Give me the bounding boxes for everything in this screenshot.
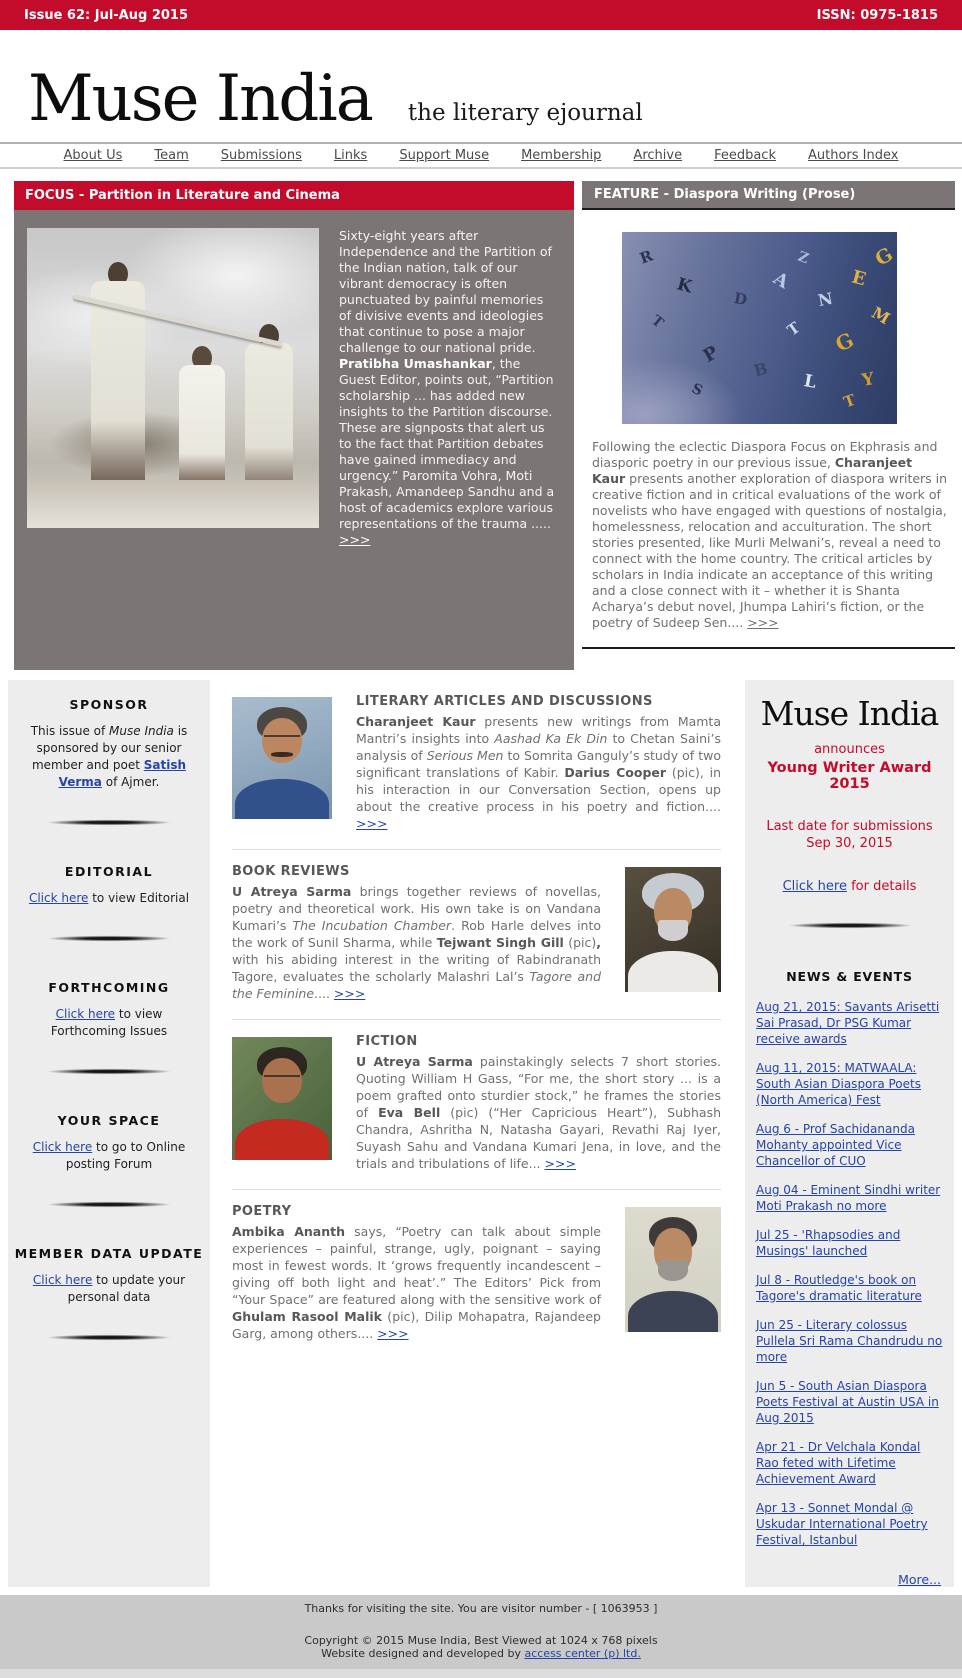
sponsor-text [21, 723, 197, 791]
text-segment: presents another exploration of diaspora writers in creative fiction and in critical evaluations of the work of novelists who have engaged with questions of nostalgia, homelessness, relocation and acculturation. The short stories presented, like Murli Melwani’s, reveal a need to connect with the home country. The critical articles by scholars in India indicate an acceptance of this writing and a close connect with it – whether it is Shanta Acharya’s debut novel, Jhumpa Lahiri’s fiction, or the poetry of Sudeep Sen.... [592, 471, 948, 630]
section-paragraph [356, 714, 721, 831]
news-link[interactable]: Aug 6 - Prof Sachidananda Mohanty appointed Vice Chancellor of CUO [756, 1122, 915, 1168]
editorial-text [21, 890, 197, 907]
news-link[interactable]: Aug 11, 2015: MATWAALA: South Asian Diaspora Poets (North America) Fest [756, 1061, 921, 1107]
section-poetry [232, 1189, 721, 1359]
letter-glyph: T [783, 318, 804, 340]
award-details-line [745, 879, 954, 894]
news-link[interactable]: Apr 13 - Sonnet Mondal @ Uskudar International Poetry Festival, Istanbul [756, 1501, 928, 1547]
text-segment: Pratibha Umashankar [339, 356, 492, 371]
nav-item[interactable]: Archive [633, 148, 683, 163]
darius-cooper-photo [232, 697, 332, 819]
photo-ground-shape [27, 480, 319, 528]
footer-band [0, 1595, 962, 1669]
announces-label: announces [814, 742, 885, 757]
credit-line [0, 1647, 962, 1660]
letter-glyph: Z [795, 248, 811, 268]
text-segment: , the Guest Editor, points out, “Partition scholarship ... has added new insights to the Partition discourse. These are signposts that alert us to the fact that Partition debates have gained immediacy and urgency.” Paromita Vohra, Moti Prakash, Amandeep Sandhu and a host of academics explore various representations of the trauma ..... [339, 356, 555, 531]
nav-item[interactable]: Support Muse [399, 148, 490, 163]
focus-text [339, 228, 555, 670]
partition-photo [27, 228, 319, 528]
letter-glyph: T [841, 390, 858, 412]
nav-item[interactable]: Membership [521, 148, 602, 163]
portrait-beard [658, 1260, 689, 1281]
portrait-glasses [264, 1075, 300, 1084]
news-link[interactable]: Jul 8 - Routledge's book on Tagore's dramatic literature [756, 1273, 922, 1303]
section-title: BOOK REVIEWS [232, 864, 350, 879]
main-row [0, 680, 962, 1587]
letter-glyph: D [732, 289, 749, 309]
inline-link[interactable]: >>> [377, 1326, 409, 1341]
letter-glyph: P [699, 342, 722, 367]
text-segment: Website designed and developed by [321, 1647, 525, 1660]
news-events-title: NEWS & EVENTS [786, 969, 913, 984]
right-sidebar [745, 680, 954, 1587]
letter-glyph: E [849, 266, 869, 291]
text-segment: for details [846, 879, 917, 894]
text-segment: Following the eclectic Diaspora Focus on Ekphrasis and diasporic poetry in our previous issue, [592, 439, 938, 470]
letter-glyph: M [868, 302, 894, 329]
news-link[interactable]: Jun 25 - Literary colossus Pullela Sri Rama Chandrudu no more [756, 1318, 943, 1364]
inline-link[interactable]: >>> [339, 532, 371, 547]
portrait-suit [628, 1291, 718, 1332]
text-segment: Ghulam Rasool Malik [232, 1309, 382, 1324]
section-text [356, 693, 721, 832]
focus-panel [14, 210, 574, 670]
letter-glyph: B [751, 358, 770, 381]
news-link[interactable]: Aug 21, 2015: Savants Arisetti Sai Prasad, Dr PSG Kumar receive awards [756, 1000, 940, 1046]
text-segment: painstakingly selects 7 short stories. Quoting William H Gass, “For me, the short story ... is a poem grafted onto sturdier stock,” he frames the stories of [356, 1054, 722, 1120]
young-writer-award-label: Young Writer Award 2015 [767, 760, 932, 792]
text-segment: to Somrita Ganguly’s study of two significant translations of Kabir. [356, 748, 721, 780]
nav-item[interactable]: Submissions [220, 148, 302, 163]
news-list [745, 999, 954, 1548]
letter-glyph: Y [860, 369, 876, 391]
letter-glyph: K [674, 274, 695, 298]
text-segment: Muse India [109, 724, 174, 738]
text-segment: Tejwant Singh Gill [436, 935, 564, 950]
nav-item[interactable]: Links [333, 148, 368, 163]
text-segment: Tagore and the Feminine [232, 969, 602, 1001]
issn-label: ISSN: 0975-1815 [816, 7, 938, 23]
inline-link[interactable]: access center (p) ltd. [524, 1647, 641, 1660]
more-news-link[interactable]: More... [898, 1572, 941, 1587]
inline-link[interactable]: Click here [782, 879, 847, 894]
portrait-glasses [264, 735, 300, 744]
letter-glyph: N [816, 288, 835, 311]
nav-item[interactable]: Team [154, 148, 189, 163]
tejwant-singh-gill-photo [625, 867, 721, 992]
text-segment: Aashad Ka Ek Din [494, 731, 608, 746]
news-link[interactable]: Aug 04 - Eminent Sindhi writer Moti Prakash no more [756, 1183, 941, 1213]
news-link[interactable]: Jul 25 - 'Rhapsodies and Musings' launched [756, 1228, 901, 1258]
portrait-shirt [235, 779, 329, 819]
section-title: FICTION [356, 1034, 418, 1049]
portrait-beard [658, 920, 689, 941]
sidebar-divider [25, 1201, 193, 1208]
text-segment: of Ajmer. [101, 775, 160, 789]
feature-body [582, 232, 955, 647]
nav-item[interactable]: About Us [63, 148, 123, 163]
forthcoming-text [21, 1006, 197, 1040]
nav-item[interactable]: Feedback [714, 148, 776, 163]
inline-link[interactable]: >>> [747, 615, 779, 630]
inline-link[interactable]: Click here [55, 1007, 116, 1021]
feature-section [582, 181, 955, 649]
top-content-row [0, 169, 962, 670]
section-text [232, 1203, 601, 1342]
sidebar-divider [766, 922, 934, 929]
text-segment: to view Forthcoming Issues [50, 1007, 168, 1038]
text-segment: (pic), Dilip Mohapatra, Rajandeep Garg, among others.... [232, 1309, 601, 1341]
feature-text [592, 439, 949, 631]
sidebar-divider [25, 1068, 193, 1075]
your-space-title: YOUR SPACE [57, 1113, 161, 1128]
text-segment: brings together reviews of novellas, poetry and theoretical work. His own take is on Vandana Kumari’s [232, 884, 602, 933]
text-segment: (pic) (“Her Capricious Heart”), Subhash Chandra, Ashritha N, Natasha Gayari, Revathi Raj Iyer, Suyash Sahu and Vandana Kumari Jena, in love, and the trials and tribulations of life... [356, 1105, 721, 1171]
award-brand: Muse India [760, 694, 939, 733]
text-segment: U Atreya Sarma [356, 1054, 473, 1069]
site-logo[interactable]: Muse India [28, 62, 372, 137]
section-paragraph [232, 884, 601, 1001]
center-column [210, 680, 745, 1587]
sidebar-divider [25, 935, 193, 942]
text-segment: The Incubation Chamber [292, 918, 452, 933]
section-title: LITERARY ARTICLES AND DISCUSSIONS [356, 694, 653, 709]
section-title: POETRY [232, 1204, 292, 1219]
text-segment: is sponsored by our senior member and poet [31, 724, 188, 772]
portrait-shirt [235, 1119, 329, 1160]
text-segment: Ambika Ananth [232, 1224, 345, 1239]
text-segment: presents new writings from Mamta Mantri’s insights into [356, 714, 721, 746]
your-space-text [21, 1139, 197, 1173]
section-fiction [232, 1019, 721, 1189]
news-link[interactable]: Jun 5 - South Asian Diaspora Poets Festival at Austin USA in Aug 2015 [756, 1379, 939, 1425]
site-tagline: the literary ejournal [407, 100, 643, 126]
text-segment: (pic), in his interaction in our Conversation Section, opens up about the creative process in his poetry and fiction.... [356, 765, 721, 814]
footer [0, 1595, 962, 1678]
photo-figure-head [108, 262, 128, 286]
text-segment: says, “Poetry can talk about simple experiences – painful, strange, ugly, poignant – saying most in fewest words. It ‘grows frequently incandescent – giving off both light and heat’.” The Editors’ Pick from “Your Space” are featured along with the sensitive work of [232, 1224, 601, 1307]
text-segment: This issue of [30, 724, 110, 738]
photo-figure [179, 346, 225, 492]
portrait-shirt [628, 951, 718, 992]
feature-header: FEATURE - Diaspora Writing (Prose) [582, 181, 955, 210]
text-segment: Sixty-eight years after Independence and the Partition of the Indian nation, talk of our vibrant democracy is often punctuated by painful memories of divisive events and ideologies that continue to pose a major challenge to our national pride. [339, 228, 552, 355]
text-segment: to update your personal data [67, 1273, 186, 1304]
text-segment: Charanjeet Kaur [592, 455, 913, 486]
text-segment: Charanjeet Kaur [356, 714, 476, 729]
portrait-mustache [271, 752, 293, 757]
text-segment: .... [314, 986, 334, 1001]
news-link[interactable]: Apr 21 - Dr Velchala Kondal Rao feted with Lifetime Achievement Award [756, 1440, 921, 1486]
inline-link[interactable]: Click here [32, 1273, 93, 1287]
section-text [232, 863, 601, 1002]
inline-link[interactable]: >>> [333, 986, 366, 1001]
focus-header: FOCUS - Partition in Literature and Cinema [14, 181, 574, 210]
photo-figure-head [192, 346, 212, 370]
text-segment: Darius Cooper [564, 765, 667, 780]
text-segment: Serious Men [426, 748, 504, 763]
deadline-line2: Sep 30, 2015 [806, 836, 893, 851]
letter-glyph: S [689, 380, 706, 400]
text-segment: . Rob Harle delves into the work of Sunil Sharma, while [232, 918, 602, 950]
inline-link[interactable]: Click here [32, 1140, 93, 1154]
inline-link[interactable]: Click here [28, 891, 89, 905]
main-nav [0, 142, 962, 169]
focus-section [14, 181, 574, 670]
letter-glyph: L [802, 371, 818, 393]
section-literary-articles [232, 680, 721, 849]
text-segment: , [596, 935, 602, 950]
left-sidebar [8, 680, 210, 1587]
text-segment: U Atreya Sarma [232, 884, 352, 899]
ghulam-rasool-malik-photo [625, 1207, 721, 1332]
visitor-counter: Thanks for visiting the site. You are visitor number - [ 1063953 ] [304, 1602, 658, 1615]
text-segment: (pic) [563, 935, 597, 950]
sponsor-title: SPONSOR [69, 697, 149, 712]
text-segment: to view Editorial [88, 891, 190, 905]
letter-glyph: T [648, 312, 667, 332]
section-paragraph [356, 1054, 721, 1171]
issue-label: Issue 62: Jul-Aug 2015 [24, 7, 188, 23]
copyright-line: Copyright © 2015 Muse India, Best Viewed at 1024 x 768 pixels [304, 1634, 658, 1647]
text-segment: with his abiding interest in the writing of Rabindranath Tagore, evaluates the scholarly Malashri Lal’s [232, 952, 601, 984]
text-segment: to Chetan Saini’s analysis of [356, 731, 721, 763]
submission-deadline [745, 818, 954, 852]
deadline-line1: Last date for submissions [766, 819, 933, 834]
text-segment: Eva Bell [378, 1105, 441, 1120]
footer-bottom-strip [0, 1669, 962, 1678]
text-segment: to go to Online posting Forum [65, 1140, 186, 1171]
letter-glyph: A [769, 267, 793, 294]
member-data-title: MEMBER DATA UPDATE [14, 1246, 204, 1261]
letters-collage-photo [622, 232, 897, 424]
member-data-text [21, 1272, 197, 1306]
inline-link[interactable]: >>> [544, 1156, 576, 1171]
letter-glyph: G [831, 327, 858, 357]
letter-glyph: G [871, 243, 897, 271]
sidebar-divider [25, 819, 193, 826]
section-text [356, 1033, 721, 1172]
masthead [0, 30, 962, 142]
letter-glyph: R [637, 246, 656, 268]
section-book-reviews [232, 849, 721, 1019]
eva-bell-photo [232, 1037, 332, 1160]
section-paragraph [232, 1224, 601, 1341]
nav-item[interactable]: Authors Index [808, 148, 899, 163]
sidebar-divider [25, 1334, 193, 1341]
inline-link[interactable]: >>> [356, 816, 388, 831]
issue-banner [0, 0, 962, 30]
editorial-title: EDITORIAL [64, 864, 154, 879]
inline-link[interactable]: Satish Verma [58, 758, 187, 789]
forthcoming-title: FORTHCOMING [48, 980, 170, 995]
